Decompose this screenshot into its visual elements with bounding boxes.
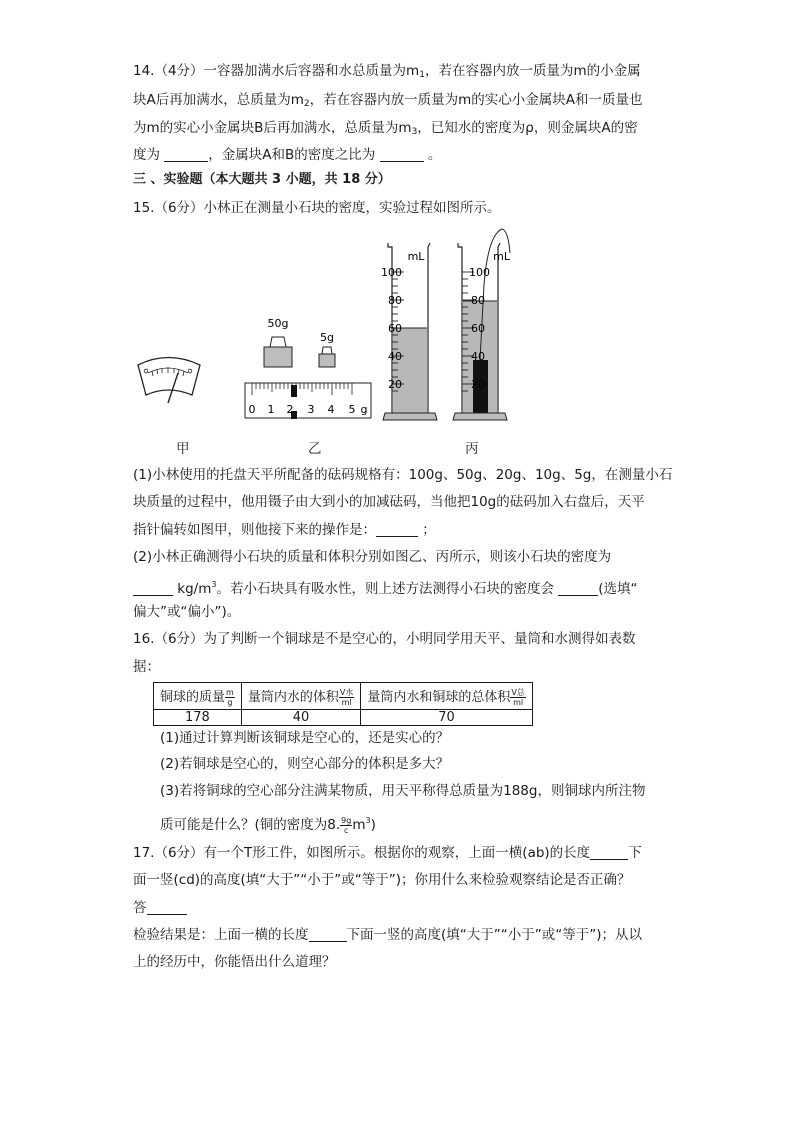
beam-ruler: [245, 383, 371, 419]
table-cell: 40: [241, 710, 361, 726]
table-header-cell: 铜球的质量 $\frac{m}{g}$: [154, 683, 242, 710]
q16-sub-3-line-1: (3)若将铜球的空心部分注满某物质，用天平称得总质量为188g，则铜球内所注物: [160, 783, 646, 799]
q15-part2-line-3: 偏大”或“偏小”)。: [133, 604, 241, 620]
q15-part1-line-1: (1)小林使用的托盘天平所配备的砝码规格有：100g、50g、20g、10g、5g，在测量小石: [133, 467, 673, 483]
weight-50g: [264, 317, 292, 367]
answer-blank: [380, 147, 424, 162]
q15-figure: [130, 225, 530, 430]
table-cell: 70: [361, 710, 533, 726]
weight-5g: [319, 331, 335, 367]
answer-blank: [147, 900, 187, 915]
svg-text:mL: mL: [407, 250, 425, 263]
answer-blank: [590, 845, 628, 860]
svg-text:mL: mL: [493, 250, 510, 263]
svg-text:4: 4: [327, 403, 335, 416]
svg-text:1: 1: [267, 403, 275, 416]
answer-blank: [133, 581, 173, 596]
svg-text:40: 40: [388, 350, 402, 363]
q16-sub-2: (2)若铜球是空心的，则空心部分的体积是多大？: [160, 756, 450, 772]
svg-text:20: 20: [471, 378, 485, 391]
q14-line-1: 14.（4分）一容器加满水后容器和水总质量为$m_1$，若在容器内放一质量为m的小金属: [133, 63, 641, 80]
figure-label-yi: 乙: [308, 441, 322, 457]
svg-text:0: 0: [248, 403, 256, 416]
svg-text:20: 20: [388, 378, 402, 391]
svg-text:3: 3: [307, 403, 315, 416]
q14-line-4: 度为 ，金属块A和B的密度之比为 。: [133, 147, 442, 163]
table-header-row: [154, 683, 533, 710]
q17-line-2: 面一竖(cd)的高度(填“大于”“小于”或“等于”)；你用什么来检验观察结论是否正确？: [133, 872, 631, 888]
answer-blank: [558, 581, 598, 596]
svg-text:2: 2: [286, 403, 294, 416]
table-header-cell: 量筒内水的体积 $\frac{\text{V水}}{ml}$: [241, 683, 361, 710]
q16-intro-line-2: 据：: [133, 659, 160, 675]
section-title: 三 、实验题（本大题共 3 小题，共 18 分）: [133, 172, 391, 187]
answer-blank: [376, 522, 418, 537]
svg-text:60: 60: [388, 322, 402, 335]
q17-line-3: 答: [133, 899, 187, 917]
q15-part2-line-1: (2)小林正确测得小石块的质量和体积分别如图乙、丙所示，则该小石块的密度为: [133, 549, 612, 565]
svg-text:50g: 50g: [267, 317, 289, 330]
svg-text:100: 100: [469, 266, 490, 279]
q16-sub-3-line-2: 质可能是什么？(铜的密度为8. $\frac{9g}{c}$ $m^3$): [160, 815, 376, 835]
svg-text:80: 80: [388, 294, 402, 307]
q17-line-4: 检验结果是：上面一横的长度 下面一竖的高度(填“大于”“小于”或“等于”)；从以: [133, 927, 642, 943]
q16-intro-line-1: 16.（6分）为了判断一个铜球是不是空心的，小明同学用天平、量筒和水测得如表数: [133, 631, 636, 647]
svg-text:80: 80: [471, 294, 485, 307]
svg-text:100: 100: [381, 266, 402, 279]
svg-text:g: g: [360, 403, 368, 416]
figure-label-jia: 甲: [176, 441, 190, 457]
q14-line-2: 块A后再加满水，总质量为$m_2$，若在容器内放一质量为m的实心小金属块A和一质量也: [133, 92, 643, 109]
svg-text:60: 60: [471, 322, 485, 335]
svg-text:5: 5: [348, 403, 356, 416]
q16-data-table: [153, 682, 533, 726]
balance-pointer-scale: [138, 358, 200, 404]
q15-part2-line-2: $kg/m^3$。若小石块具有吸水性，则上述方法测得小石块的密度会 (选填“: [133, 576, 638, 598]
measuring-cylinder-water: [381, 243, 437, 420]
q15-intro: 15.（6分）小林正在测量小石块的密度，实验过程如图所示。: [133, 200, 501, 216]
table-row: [154, 710, 533, 726]
q17-line-1: 17.（6分）有一个T形工件，如图所示。根据你的观察，上面一横(ab)的长度 下: [133, 845, 642, 861]
q14-line-3: 为m的实心小金属块B后再加满水，总质量为$m_3$，已知水的密度为ρ，则金属块A的密: [133, 120, 638, 137]
answer-blank: [164, 147, 208, 162]
q15-part1-line-3: 指针偏转如图甲，则他接下来的操作是： ；: [133, 522, 436, 538]
q17-line-5: 上的经历中，你能悟出什么道理？: [133, 954, 336, 970]
q16-sub-1: (1)通过计算判断该铜球是空心的，还是实心的？: [160, 730, 450, 746]
svg-text:40: 40: [471, 350, 485, 363]
table-header-cell: 量筒内水和铜球的总体积 $\frac{\text{V总}}{ml}$: [361, 683, 533, 710]
measuring-cylinder-stone: [453, 229, 511, 420]
answer-blank: [309, 927, 347, 942]
svg-text:5g: 5g: [320, 331, 334, 344]
q15-part1-line-2: 块质量的过程中，他用镊子由大到小的加减砝码，当他把10g的砝码加入右盘后，天平: [133, 494, 645, 510]
table-cell: 178: [154, 710, 242, 726]
figure-label-bing: 丙: [465, 441, 479, 457]
